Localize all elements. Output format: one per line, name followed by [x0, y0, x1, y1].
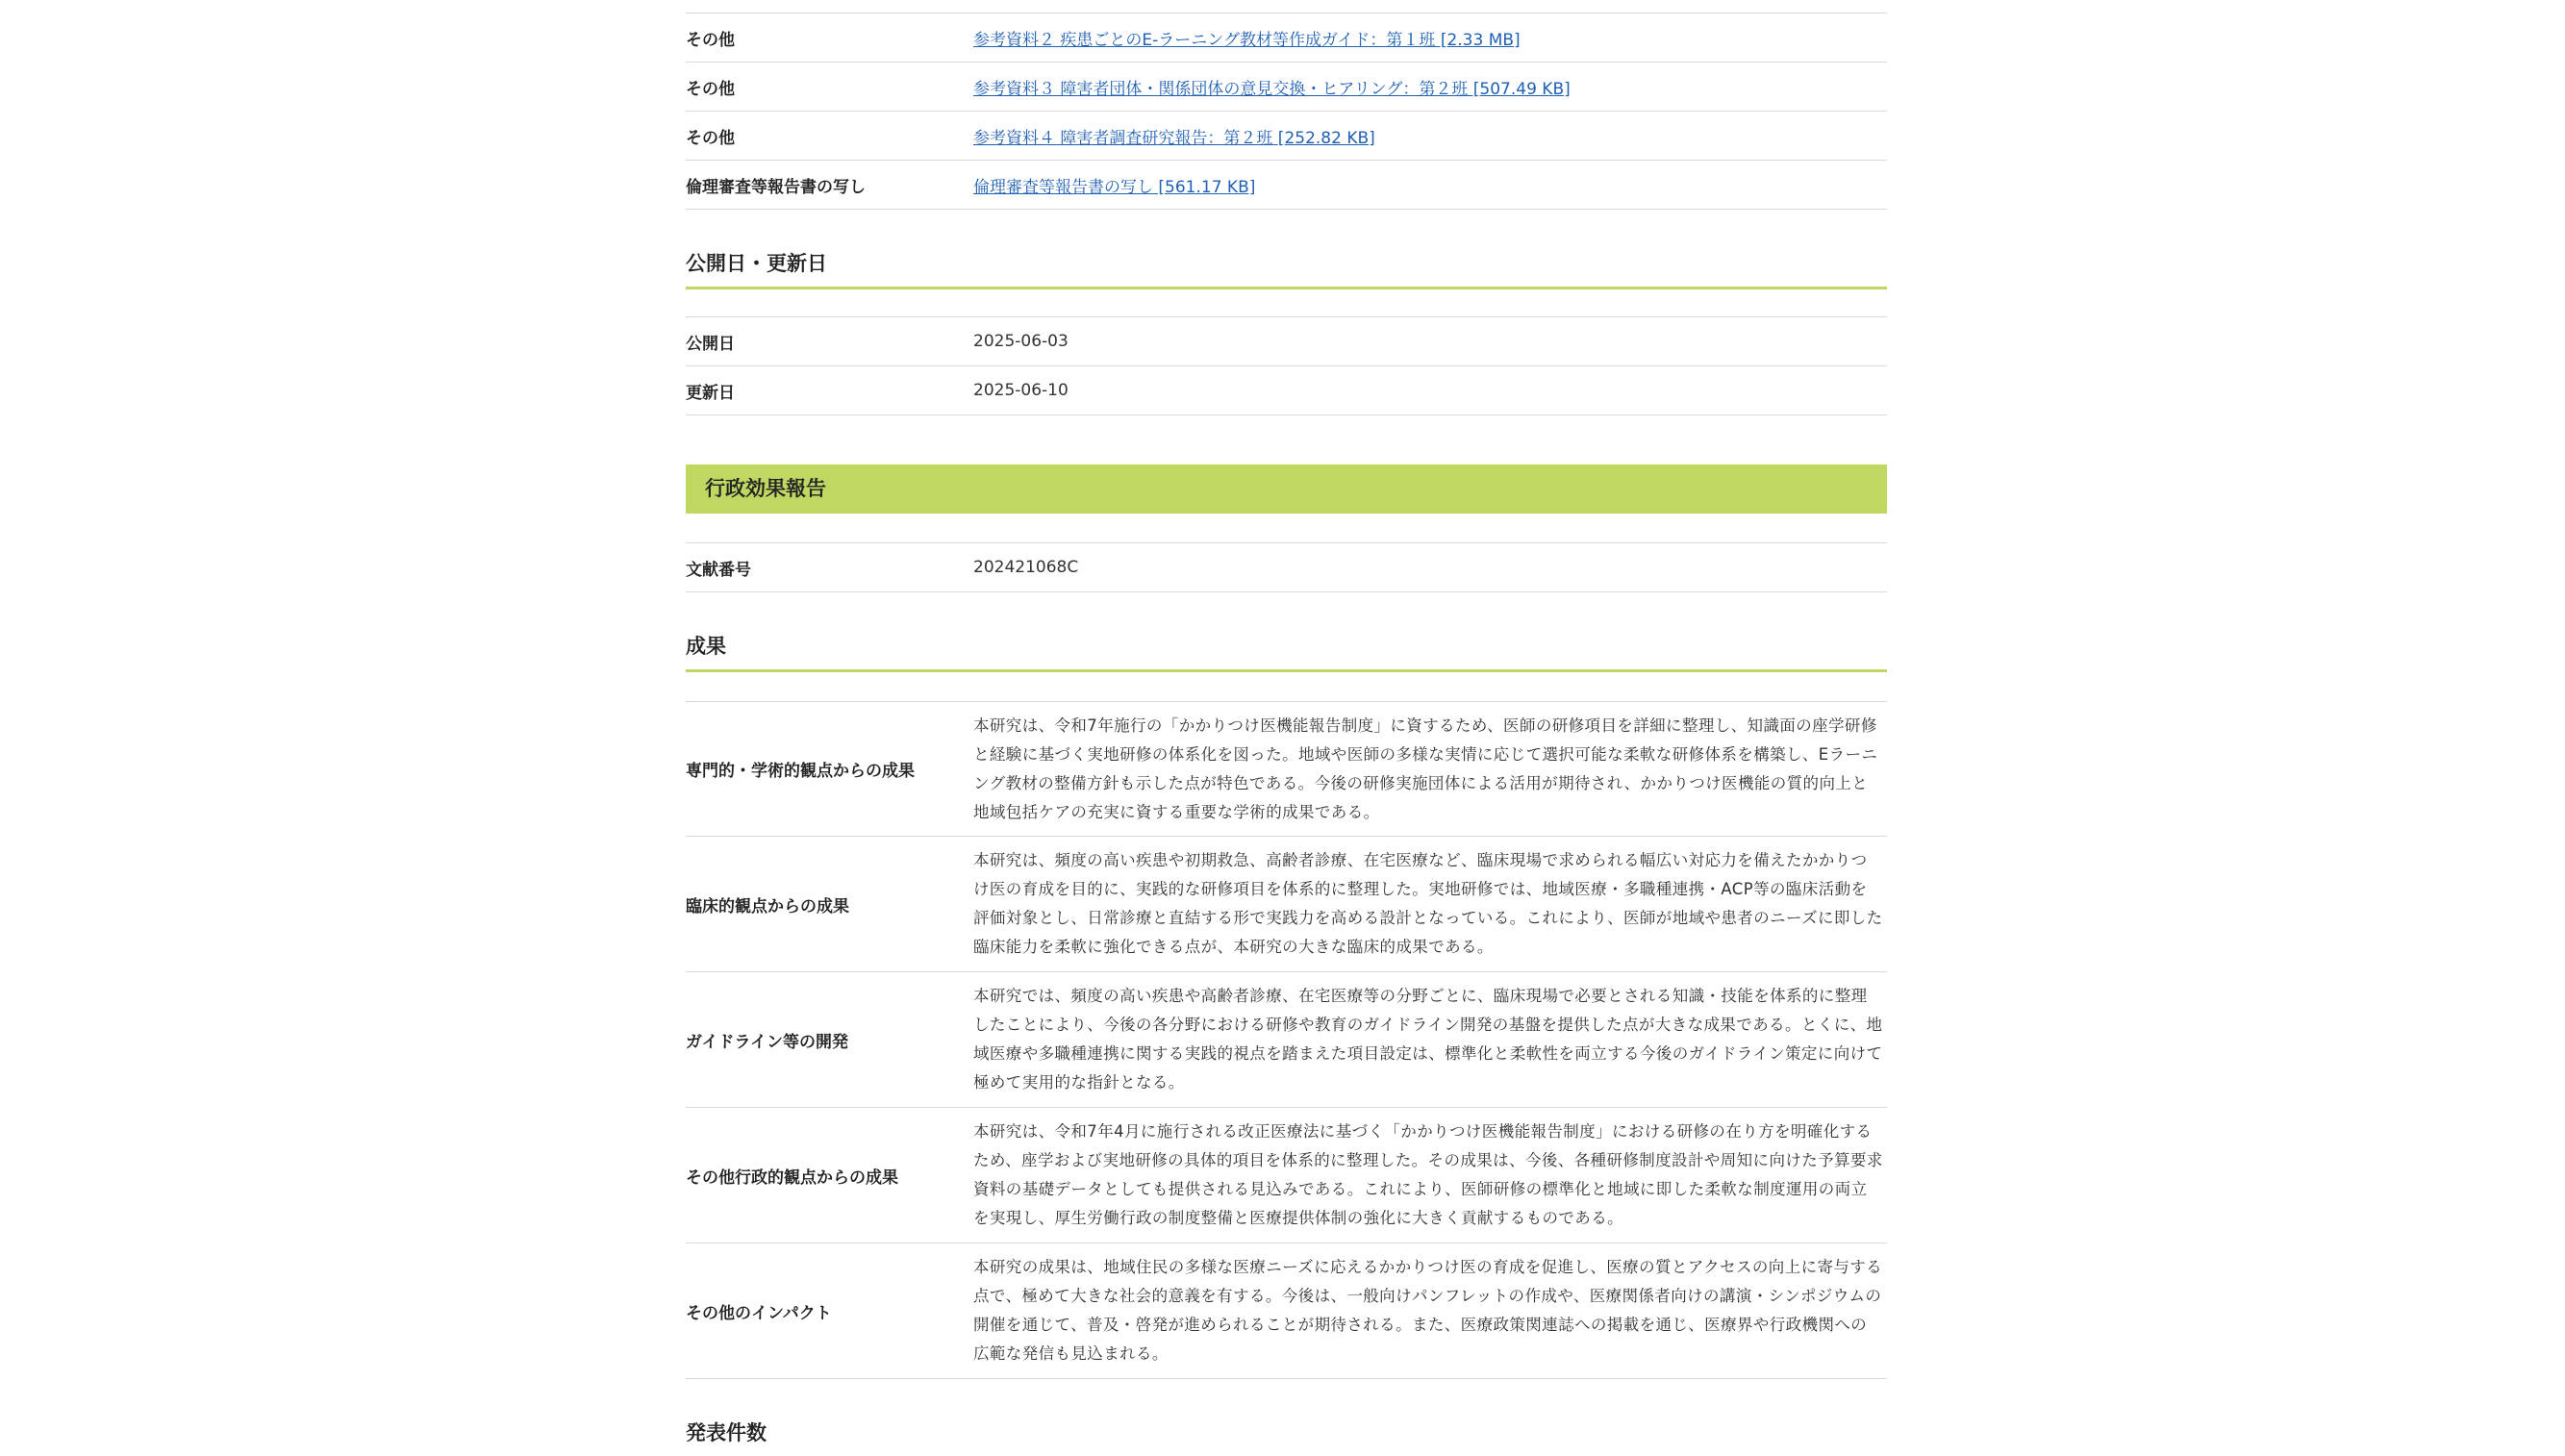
results-section	[686, 631, 1887, 672]
result-row	[686, 837, 1887, 972]
result-row	[686, 702, 1887, 837]
result-row	[686, 1243, 1887, 1379]
doc-number-wrap	[686, 542, 1887, 592]
results-table-wrap	[686, 701, 1887, 1379]
files-section	[686, 13, 1887, 210]
result-text: 本研究は、頻度の高い疾患や初期救急、高齢者診療、在宅医療など、臨床現場で求められる幅広い対応力を備えたかかりつけ医の育成を目的に、実践的な研修項目を体系的に整理した。実地研修では、地域医療・多職種連携・ACP等の臨床活動を評価対象とし、日常診療と直結する形で実践力を高める設計となっている。これにより、医師が地域や患者のニーズに即した臨床能力を柔軟に強化できる点が、本研究の大きな臨床的成果である。	[973, 851, 1883, 956]
file-row	[686, 112, 1887, 161]
result-label: 専門的・学術的観点からの成果	[686, 762, 915, 781]
doc-number-value: 202421068C	[973, 558, 1079, 577]
updated-row	[686, 366, 1887, 415]
files-table	[686, 13, 1887, 210]
result-label: その他行政的観点からの成果	[686, 1167, 898, 1188]
file-link[interactable]: 倫理審査等報告書の写し [561.17 KB]	[973, 177, 1256, 197]
file-link[interactable]: 参考資料４ 障害者調査研究報告：第２班 [252.82 KB]	[973, 128, 1375, 148]
result-text: 本研究の成果は、地域住民の多様な医療ニーズに応えるかかりつけ医の育成を促進し、医療の質とアクセスの向上に寄与する点で、極めて大きな社会的意義を有する。今後は、一般向けパンフレットの作成や、医療関係者向けの講演・シンポジウムの開催を通じて、普及・啓発が進められることが期待される。また、医療政策関連誌への掲載を通じ、医療界や行政機関への広範な発信も見込まれる。	[973, 1258, 1883, 1363]
result-label: 臨床的観点からの成果	[686, 896, 849, 916]
file-link[interactable]: 参考資料２ 疾患ごとのE-ラーニング教材等作成ガイド：第１班 [2.33 MB]	[973, 30, 1521, 50]
published-label: 公開日	[686, 334, 735, 354]
result-text: 本研究は、令和7年施行の「かかりつけ医機能報告制度」に資するため、医師の研修項目を詳細に整理し、知識面の座学研修と経験に基づく実地研修の体系化を図った。地域や医師の多様な実情に応じて選択可能な柔軟な研修体系を構築し、Eラーニング教材の整備方針も示した点が特色である。今後の研修実施団体による活用が期待され、かかりつけ医機能の質的向上と地域包括ケアの充実に資する重要な学術的成果である。	[973, 715, 1878, 821]
admin-report-band: 行政効果報告	[686, 464, 1887, 514]
dates-table-wrap	[686, 316, 1887, 415]
published-value: 2025-06-03	[973, 332, 1069, 351]
result-label: ガイドライン等の開発	[686, 1032, 848, 1052]
updated-value: 2025-06-10	[973, 381, 1069, 400]
file-row	[686, 161, 1887, 210]
doc-number-label: 文献番号	[686, 560, 751, 580]
file-link[interactable]: 参考資料３ 障害者団体・関係団体の意見交換・ヒアリング：第２班 [507.49 KB]	[973, 79, 1571, 99]
file-label: その他	[686, 128, 735, 148]
result-text: 本研究では、頻度の高い疾患や高齢者診療、在宅医療等の分野ごとに、臨床現場で必要とされる知識・技能を体系的に整理したことにより、今後の各分野における研修や教育のガイドライン開発の基盤を提供した点が大きな成果である。とくに、地域医療や多職種連携に関する実践的視点を踏まえた項目設定は、標準化と柔軟性を両立する今後のガイドライン策定に向けて極めて実用的な指針となる。	[973, 987, 1883, 1092]
file-label: その他	[686, 79, 735, 99]
doc-number-row	[686, 543, 1887, 592]
results-table	[686, 701, 1887, 1379]
result-text: 本研究は、令和7年4月に施行される改正医療法に基づく「かかりつけ医機能報告制度」における研修の在り方を明確化するため、座学および実地研修の具体的項目を体系的に整理した。その成果は、今後、各種研修制度設計や周知に向けた予算要求資料の基礎データとしても提供される見込みである。これにより、医師研修の標準化と地域に即した柔軟な制度運用の両立を実現し、厚生労働行政の制度整備と医療提供体制の強化に大きく貢献するものである。	[973, 1122, 1883, 1227]
file-label: 倫理審査等報告書の写し	[686, 177, 866, 197]
result-label: その他のインパクト	[686, 1303, 832, 1323]
dates-heading: 公開日・更新日	[686, 248, 1887, 289]
dates-table	[686, 316, 1887, 415]
file-label: その他	[686, 30, 735, 50]
file-row	[686, 13, 1887, 63]
doc-number-table	[686, 542, 1887, 592]
publications-heading: 発表件数	[686, 1421, 767, 1444]
result-row	[686, 1108, 1887, 1243]
publications-section	[686, 1418, 1887, 1456]
updated-label: 更新日	[686, 383, 735, 403]
published-row	[686, 317, 1887, 366]
result-row	[686, 972, 1887, 1108]
file-row	[686, 63, 1887, 112]
dates-section	[686, 248, 1887, 289]
results-heading: 成果	[686, 631, 1887, 672]
